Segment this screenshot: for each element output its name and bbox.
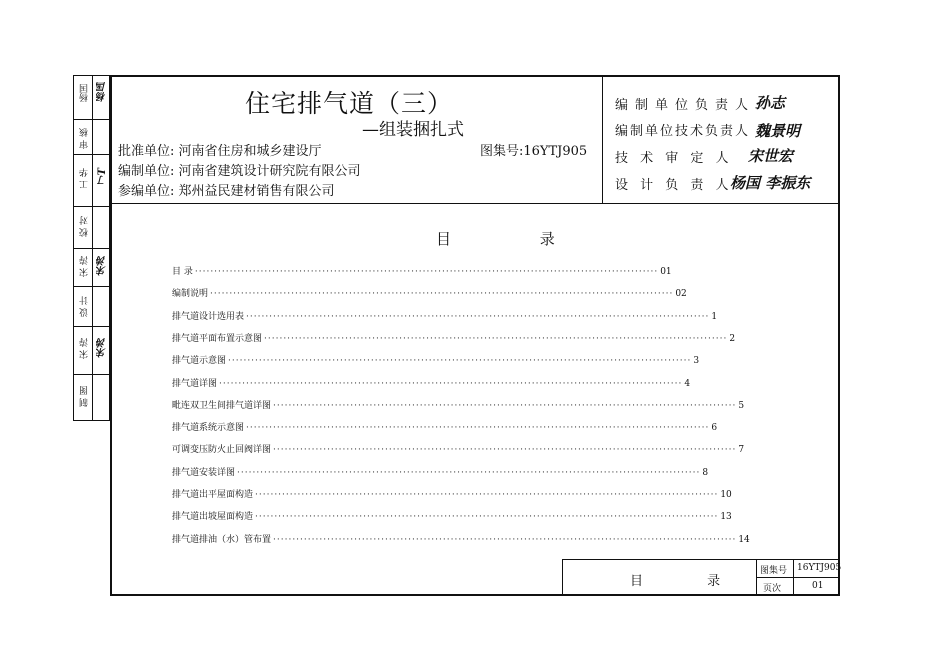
- toc-item-page: 13: [720, 512, 732, 523]
- toc-leader-dots: ························································································································: [194, 267, 659, 277]
- strip-row-line: [74, 286, 109, 287]
- page-title: 住宅排气道（三）: [245, 89, 454, 118]
- toc-item-page: 3: [693, 356, 700, 367]
- strip-label: 宋 涛: [80, 338, 90, 359]
- header-vertical-divider: [602, 77, 603, 203]
- strip-signature: 丁T: [97, 168, 108, 186]
- strip-signature: 宋涛: [97, 256, 108, 276]
- toc-item-label: 排气道排油（水）管布置: [172, 534, 272, 545]
- page-subtitle: —组装捆扎式: [362, 120, 464, 140]
- atlas-value: 16YTJ905: [797, 563, 842, 573]
- toc-item-label: 排气道安装详图: [172, 467, 236, 478]
- responsibility-signature: 杨国 李振东: [730, 174, 811, 192]
- toc-leader-dots: ························································································································: [246, 423, 710, 434]
- toc-leader-dots: ························································································································: [273, 534, 737, 545]
- toc-item-label: 可调变压防火止回阀详图: [172, 445, 272, 456]
- responsibility-role: 设 计 负 责 人: [615, 178, 733, 193]
- toc-leader-dots: ························································································································: [264, 333, 728, 344]
- page-value: 01: [812, 581, 824, 591]
- toc-item: [172, 442, 745, 456]
- toc-item: [172, 398, 745, 411]
- page-label: 页次: [763, 584, 782, 594]
- strip-row-line: [74, 154, 109, 155]
- strip-row-line: [74, 326, 109, 327]
- strip-label: 审 核: [80, 128, 90, 149]
- toc-leader-dots: ························································································································: [237, 467, 701, 478]
- atlas-label: 图集号: [760, 566, 788, 576]
- responsibility-signature: 宋世宏: [748, 147, 794, 165]
- header-divider: [112, 203, 838, 204]
- responsibility-role: 编制单位技术负责人: [615, 124, 751, 139]
- toc-item: [172, 286, 687, 300]
- toc-leader-dots: ························································································································: [273, 400, 737, 411]
- strip-row-line: [74, 374, 109, 375]
- strip-label: 杨国: [80, 84, 90, 102]
- toc-leader-dots: ························································································································: [255, 490, 719, 500]
- toc-item-label: 排气道详图: [172, 378, 218, 389]
- strip-label: 制 图: [80, 386, 90, 407]
- toc-item: [172, 420, 718, 434]
- toc-item: [172, 465, 709, 478]
- toc-item-label: 排气道出坡屋面构造: [172, 512, 254, 523]
- atlas-number: 图集号:16YTJ905: [480, 144, 588, 159]
- toc-leader-dots: ························································································································: [228, 356, 692, 367]
- toc-item-page: 1: [711, 311, 718, 322]
- toc-item-page: 02: [675, 289, 687, 300]
- toc-item-page: 6: [711, 423, 718, 434]
- toc-item-page: 7: [738, 445, 745, 456]
- toc-item-page: 5: [738, 400, 745, 411]
- toc-leader-dots: ························································································································: [219, 378, 683, 389]
- toc-item-page: 14: [738, 534, 750, 545]
- toc-item: [172, 331, 736, 344]
- toc-title: 目 录: [436, 230, 597, 248]
- responsibility-signature: 魏景明: [755, 122, 801, 140]
- toc-leader-dots: ························································································································: [210, 289, 674, 300]
- toc-item-label: 排气道示意图: [172, 356, 227, 367]
- toc-item-page: 8: [702, 467, 709, 478]
- toc-item: [172, 309, 718, 322]
- toc-item: [172, 264, 672, 277]
- toc-item: [172, 353, 700, 367]
- toc-item-page: 10: [720, 490, 732, 500]
- strip-label: 宋 涛: [80, 256, 90, 277]
- toc-item-page: 2: [729, 333, 736, 344]
- toc-item: [172, 532, 750, 545]
- toc-item: [172, 487, 732, 500]
- toc-item-label: 排气道系统示意图: [172, 423, 245, 434]
- responsibility-role: 编制单位负责人: [615, 98, 756, 113]
- toc-item-page: 01: [660, 267, 672, 277]
- toc-item: [172, 376, 691, 389]
- strip-signature: 杨国: [97, 82, 108, 102]
- approve-unit: 批准单位: 河南省住房和城乡建设厅: [118, 144, 322, 159]
- compile-unit: 编制单位: 河南省建筑设计研究院有限公司: [118, 164, 361, 179]
- title-block-name: 目 录: [630, 574, 751, 589]
- strip-label: 校 对: [80, 216, 90, 237]
- co-compile-unit: 参编单位: 郑州益民建材销售有限公司: [118, 184, 335, 199]
- toc-leader-dots: ························································································································: [246, 311, 710, 322]
- strip-label: 设 计: [80, 296, 90, 317]
- strip-row-line: [74, 248, 109, 249]
- toc-item-label: 排气道平面布置示意图: [172, 333, 263, 344]
- signature-strip: [73, 75, 110, 421]
- toc-item-label: 排气道设计选用表: [172, 311, 245, 322]
- responsibility-role: 技 术 审 定 人: [615, 151, 733, 166]
- toc-item-label: 排气道出平屋面构造: [172, 490, 254, 500]
- toc-item: [172, 509, 732, 523]
- toc-leader-dots: ························································································································: [255, 512, 719, 523]
- toc-item-label: 毗连双卫生间排气道详图: [172, 400, 272, 411]
- toc-leader-dots: ························································································································: [273, 445, 737, 456]
- toc-item-label: 编制说明: [172, 289, 209, 300]
- toc-item-label: 目 录: [172, 267, 193, 277]
- strip-signature: 宋涛: [97, 338, 108, 358]
- strip-label: 工 华: [80, 168, 90, 189]
- responsibility-signature: 孙志: [755, 94, 786, 112]
- strip-row-line: [74, 119, 109, 120]
- title-block-divider: [793, 559, 794, 596]
- strip-row-line: [74, 206, 109, 207]
- toc-item-page: 4: [684, 378, 691, 389]
